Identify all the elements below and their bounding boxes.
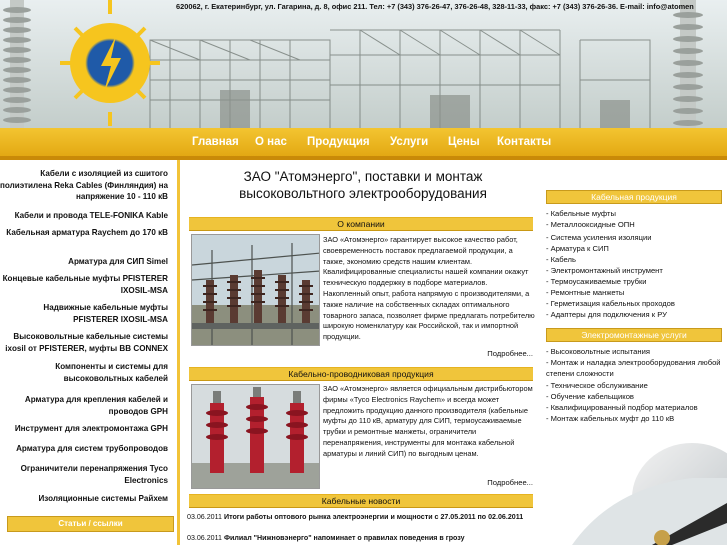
right-link-insulation-system[interactable]: - Система усиления изоляции	[546, 233, 652, 242]
right-link-adapters[interactable]: - Адаптеры для подключения к РУ	[546, 310, 667, 319]
products-header: Кабельно-проводниковая продукция	[189, 367, 533, 381]
right-link-surge-arresters[interactable]: - Металлооксидные ОПН	[546, 220, 635, 229]
right-link-cable-joints[interactable]: - Кабельные муфты	[546, 209, 616, 218]
right-link-installation[interactable]: - Монтаж и наладка электрооборудования любой степени сложности	[546, 358, 721, 378]
left-link-pfisterer-end[interactable]: Концевые кабельные муфты PFISTERER IXOSIL-MSA	[2, 274, 168, 295]
left-link-tele-fonika[interactable]: Кабели и провода TELE-FONIKA Kable	[14, 211, 168, 220]
left-link-gph-fixing[interactable]: Арматура для крепления кабелей и проводов GPH	[24, 395, 168, 416]
services-header: Электромонтажные услуги	[546, 328, 722, 342]
page-title: ЗАО "Атомэнерго", поставки и монтаж высоковольтного электрооборудования	[239, 169, 487, 201]
header	[0, 0, 727, 160]
main-nav	[0, 128, 727, 158]
substation-photo	[191, 234, 320, 346]
right-link-sealing[interactable]: - Герметизация кабельных проходов	[546, 299, 675, 308]
right-link-joint-installation[interactable]: - Монтаж кабельных муфт до 110 кВ	[546, 414, 675, 423]
right-link-material-selection[interactable]: - Квалифицированный подбор материалов	[546, 403, 698, 412]
right-sidebar	[542, 160, 727, 545]
news-header: Кабельные новости	[189, 494, 533, 508]
products-text: ЗАО «Атомэнерго» является официальным дистрибьютором фирмы «Tyco Electronics Raychem» и всегда может предложить продукцию данного производителя (кабельные муфты до 110 кВ, арматуру для СИП, термоусаживаемые трубки и ремонтные манжеты, ограничители перенапряжения, инструменты для монтажа кабельной арматуры и линий СИП) по выгодным ценам.	[323, 384, 533, 458]
news-title[interactable]: Итоги работы оптового рынка электроэнергии и мощности с 27.05.2011 по 02.06.2011	[223, 513, 524, 521]
nav-item-prices[interactable]: Цены	[448, 136, 480, 148]
right-link-maintenance[interactable]: - Техническое обслуживание	[546, 381, 648, 390]
news-title[interactable]: Филиал "Нижновэнерго" напоминает о правилах поведения в грозу	[223, 534, 465, 542]
contact-line: 620062, г. Екатеринбург, ул. Гагарина, д. 8, офис 211. Тел: +7 (343) 376-26-47, 376-26-48, 328-11-33, факс: +7 (343) 376-26-36. E-mail: info@atomen	[176, 2, 694, 11]
cable-illustration	[542, 428, 727, 545]
news-date: 03.06.2011	[187, 534, 222, 542]
header-banner-image	[0, 0, 727, 130]
nav-item-contacts[interactable]: Контакты	[497, 136, 552, 148]
left-sidebar	[0, 160, 180, 545]
main-content	[183, 160, 539, 545]
left-link-pfisterer-slip[interactable]: Надвижные кабельные муфты PFISTERER IXOSIL-MSA	[43, 303, 168, 324]
right-link-tools[interactable]: - Электромонтажный инструмент	[546, 266, 663, 275]
right-link-training[interactable]: - Обучение кабельщиков	[546, 392, 634, 401]
nav-item-services[interactable]: Услуги	[390, 136, 429, 148]
right-link-repair-sleeves[interactable]: - Ремонтные манжеты	[546, 288, 625, 297]
right-link-cable[interactable]: - Кабель	[546, 255, 576, 264]
cable-terminations-photo	[191, 384, 320, 489]
left-link-reka-cables[interactable]: Кабели с изоляцией из сшитого полиэтилена Reka Cables (Финляндия) на напряжение 10 - 110 кВ	[0, 169, 168, 201]
articles-links-header[interactable]: Статьи / ссылки	[7, 516, 174, 532]
news-item[interactable]	[187, 533, 537, 543]
cable-products-header: Кабельная продукция	[546, 190, 722, 204]
products-more-link[interactable]: Подробнее...	[487, 478, 533, 487]
about-text: ЗАО «Атомэнерго» гарантирует высокое качество работ, своевременность поставок предлагаемой продукции, а также, экономию средств нашим клиентам. Квалифицированные специалисты нашей компании окажут техническую поддержку в подборе материалов. Накопленный опыт, работа напрямую с производителями, а также наличие на собственных складах оптимального товарного запаса, позволяет фирме предлагать потребителю широкую номенклатуру как Российской, так и импортной продукции.	[323, 235, 535, 342]
left-link-pipelines[interactable]: Арматура для систем трубопроводов	[16, 444, 168, 453]
news-date: 03.06.2011	[187, 513, 222, 521]
nav-item-about[interactable]: О нас	[255, 136, 287, 148]
right-link-sip-fittings[interactable]: - Арматура к СИП	[546, 244, 609, 253]
left-link-raychem[interactable]: Кабельная арматура Raychem до 170 кВ	[6, 228, 168, 237]
right-link-hv-testing[interactable]: - Высоковольтные испытания	[546, 347, 650, 356]
news-item[interactable]	[187, 512, 537, 522]
nav-item-home[interactable]: Главная	[192, 136, 239, 148]
left-link-surge-arresters[interactable]: Ограничители перенапряжения Tyco Electronics	[20, 464, 168, 485]
left-link-simel[interactable]: Арматура для СИП Simel	[68, 257, 168, 266]
left-link-gph-tools[interactable]: Инструмент для электромонтажа GPH	[14, 424, 168, 433]
nav-item-products[interactable]: Продукция	[307, 136, 370, 148]
left-link-raychem-insulation[interactable]: Изоляционные системы Райхем	[38, 494, 168, 503]
right-link-heat-shrink[interactable]: - Термоусаживаемые трубки	[546, 277, 647, 286]
left-link-ixosil[interactable]: Высоковольтные кабельные системы ixosil от PFISTERER, муфты ВВ CONNEX	[5, 332, 168, 353]
left-link-hv-components[interactable]: Компоненты и системы для высоковольтных кабелей	[55, 362, 168, 383]
about-more-link[interactable]: Подробнее...	[487, 349, 533, 358]
about-header: О компании	[189, 217, 533, 231]
